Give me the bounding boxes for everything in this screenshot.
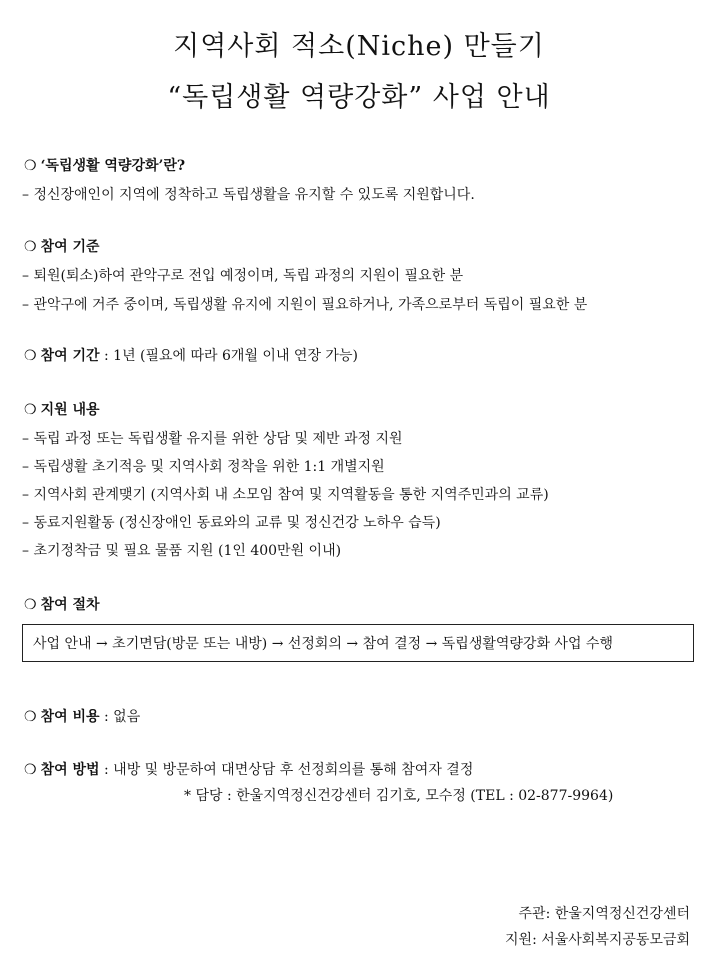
host-organization: 주관: 한울지역정신건강센터 bbox=[518, 906, 690, 922]
sponsor-organization: 지원: 서울사회복지공동모금회 bbox=[505, 932, 690, 948]
circle-bullet-icon: ❍ bbox=[24, 597, 37, 613]
circle-bullet-icon: ❍ bbox=[24, 709, 37, 725]
section-about-title: ‘독립생활 역량강화’란? bbox=[40, 158, 186, 174]
section-cost-value: : 없음 bbox=[99, 709, 141, 725]
circle-bullet-icon: ❍ bbox=[24, 402, 37, 418]
about-line: – 정신장애인이 지역에 정착하고 독립생활을 유지할 수 있도록 지원합니다. bbox=[22, 187, 475, 203]
circle-bullet-icon: ❍ bbox=[24, 762, 37, 778]
criteria-line-2: – 관악구에 거주 중이며, 독립생활 유지에 지원이 필요하거나, 가족으로부터 독립이 필요한 분 bbox=[22, 297, 588, 313]
contact-info: * 담당 : 한울지역정신건강센터 김기호, 모수정 (TEL : 02-877-9964) bbox=[184, 788, 614, 804]
section-criteria-heading bbox=[24, 236, 100, 256]
section-method-value: : 내방 및 방문하여 대면상담 후 선정회의를 통해 참여자 결정 bbox=[99, 762, 474, 778]
support-line-5: – 초기정착금 및 필요 물품 지원 (1인 400만원 이내) bbox=[22, 543, 342, 559]
section-criteria-title: 참여 기준 bbox=[40, 239, 100, 255]
section-cost-title: 참여 비용 bbox=[40, 709, 100, 725]
document-title: 지역사회 적소(Niche) 만들기 bbox=[173, 31, 545, 62]
section-method-title: 참여 방법 bbox=[40, 762, 100, 778]
section-cost bbox=[24, 706, 140, 726]
section-period-value: : 1년 (필요에 따라 6개월 이내 연장 가능) bbox=[99, 348, 358, 364]
circle-bullet-icon: ❍ bbox=[24, 348, 37, 364]
support-line-2: – 독립생활 초기적응 및 지역사회 정착을 위한 1:1 개별지원 bbox=[22, 459, 385, 475]
section-procedure-heading bbox=[24, 594, 100, 614]
procedure-flow-text: 사업 안내 → 초기면담(방문 또는 내방) → 선정회의 → 참여 결정 → 독립생활역량강화 사업 수행 bbox=[33, 636, 613, 652]
section-support-heading bbox=[24, 399, 100, 419]
section-method bbox=[24, 759, 473, 779]
section-period bbox=[24, 345, 358, 365]
support-line-4: – 동료지원활동 (정신장애인 동료와의 교류 및 정신건강 노하우 습득) bbox=[22, 515, 441, 531]
support-line-3: – 지역사회 관계맺기 (지역사회 내 소모임 참여 및 지역활동을 통한 지역주민과의 교류) bbox=[22, 487, 549, 503]
criteria-line-1: – 퇴원(퇴소)하여 관악구로 전입 예정이며, 독립 과정의 지원이 필요한 분 bbox=[22, 268, 464, 284]
document-subtitle: “독립생활 역량강화” 사업 안내 bbox=[167, 82, 551, 113]
procedure-flow-box bbox=[22, 624, 694, 662]
support-line-1: – 독립 과정 또는 독립생활 유지를 위한 상담 및 제반 과정 지원 bbox=[22, 431, 403, 447]
circle-bullet-icon: ❍ bbox=[24, 239, 37, 255]
section-period-title: 참여 기간 bbox=[40, 348, 100, 364]
circle-bullet-icon: ❍ bbox=[24, 158, 37, 174]
section-about-heading bbox=[24, 155, 185, 175]
section-procedure-title: 참여 절차 bbox=[40, 597, 100, 613]
section-support-title: 지원 내용 bbox=[40, 402, 100, 418]
